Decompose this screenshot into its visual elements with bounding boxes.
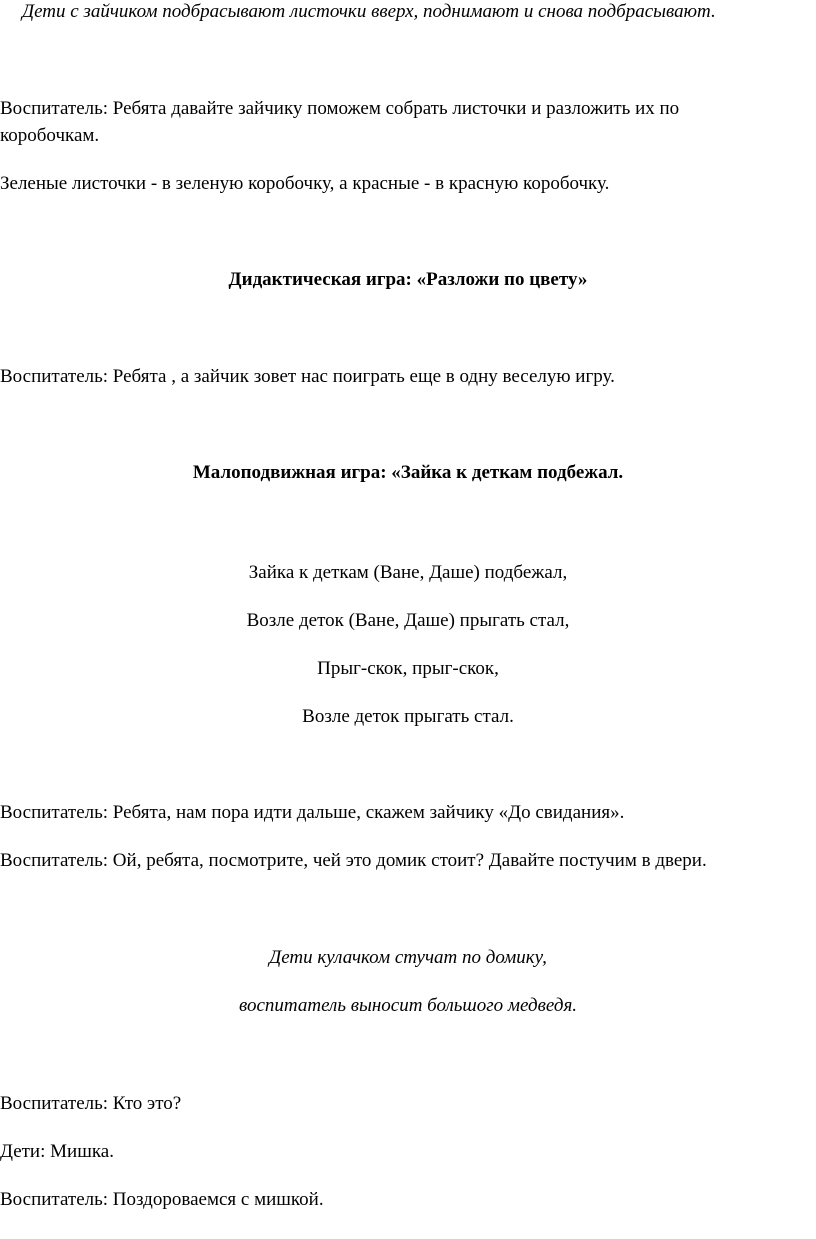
intro-stage-direction: Дети с зайчиком подбрасывают листочки вверх, поднимают и снова подбрасывают. bbox=[22, 1, 716, 22]
paragraph-educator-4: Воспитатель: Ой, ребята, посмотрите, чей это домик стоит? Давайте постучим в двери. bbox=[0, 850, 707, 871]
paragraph-educator-1-line-1: Воспитатель: Ребята давайте зайчику поможем собрать листочки и разложить их по bbox=[0, 98, 680, 119]
paragraph-educator-5: Воспитатель: Кто это? bbox=[0, 1093, 182, 1114]
poem-line-4: Возле деток прыгать стал. bbox=[302, 706, 514, 727]
paragraph-educator-6: Воспитатель: Поздороваемся с мишкой. bbox=[0, 1189, 324, 1210]
heading-didactic-game: Дидактическая игра: «Разложи по цвету» bbox=[228, 269, 588, 290]
stage-direction-2: воспитатель выносит большого медведя. bbox=[238, 995, 578, 1016]
paragraph-children-reply: Дети: Мишка. bbox=[0, 1141, 114, 1162]
poem-line-1: Зайка к деткам (Ване, Даше) подбежал, bbox=[248, 562, 568, 583]
poem-line-3: Прыг-скок, прыг-скок, bbox=[317, 658, 499, 679]
paragraph-educator-1-line-2: коробочкам. bbox=[0, 125, 100, 146]
heading-low-mobility-game: Малоподвижная игра: «Зайка к деткам подбежал. bbox=[192, 462, 624, 483]
stage-direction-1: Дети кулачком стучат по домику, bbox=[269, 947, 547, 968]
paragraph-educator-2: Воспитатель: Ребята , а зайчик зовет нас поиграть еще в одну веселую игру. bbox=[0, 366, 615, 387]
paragraph-color-instructions: Зеленые листочки - в зеленую коробочку, а красные - в красную коробочку. bbox=[0, 173, 610, 194]
paragraph-educator-3: Воспитатель: Ребята, нам пора идти дальше, скажем зайчику «До свидания». bbox=[0, 802, 625, 823]
poem-line-2: Возле деток (Ване, Даше) прыгать стал, bbox=[246, 610, 570, 631]
